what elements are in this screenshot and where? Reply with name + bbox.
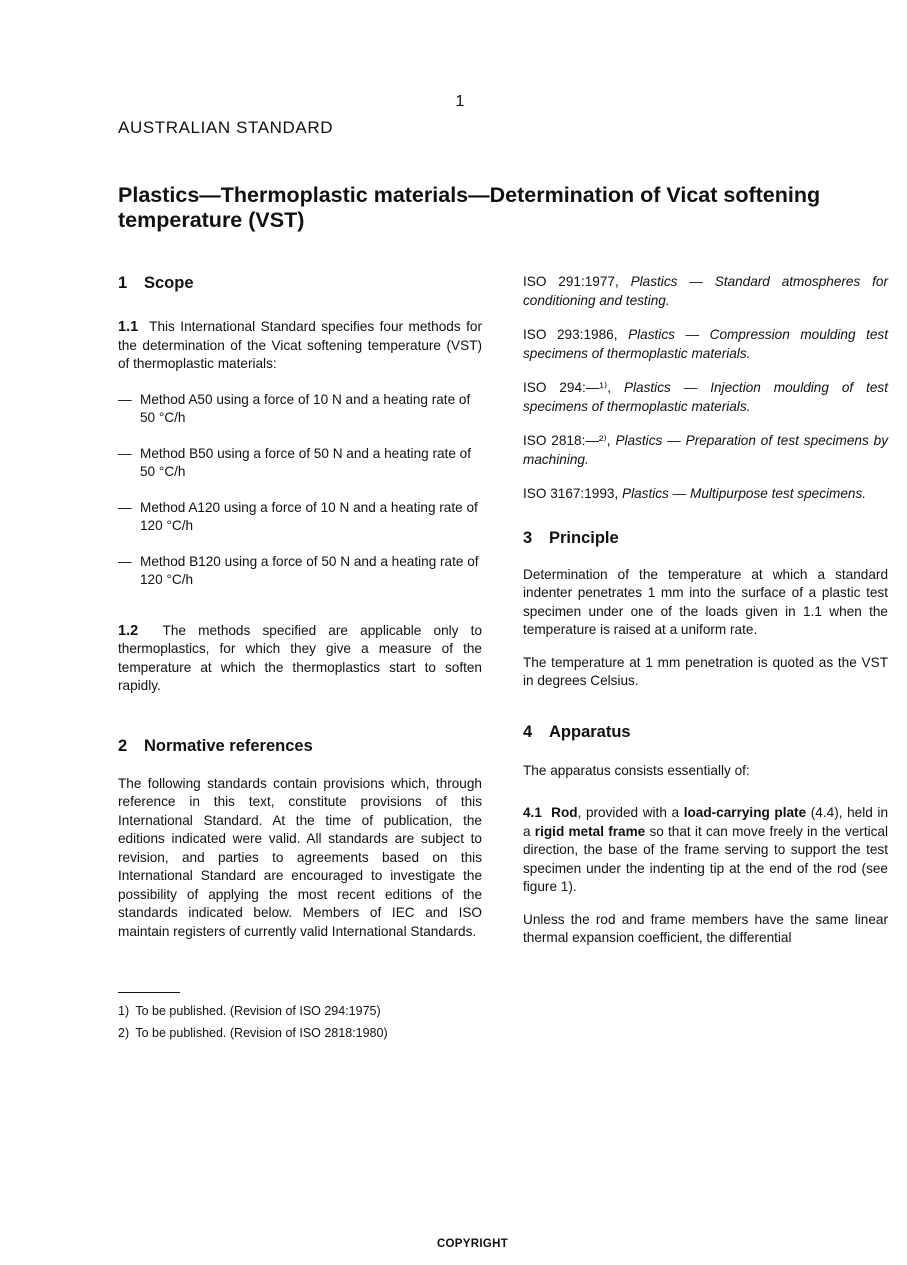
document-header: AUSTRALIAN STANDARD — [118, 118, 334, 137]
page-number: 1 — [455, 93, 465, 110]
reference-code: ISO 291:1977, — [523, 274, 619, 289]
section-heading-scope — [118, 273, 482, 293]
section-heading-principle — [523, 528, 888, 548]
footnote-rule — [118, 992, 180, 993]
principle-paragraph-2: The temperature at 1 mm penetration is quoted as the VST in degrees Celsius. — [523, 654, 888, 688]
section-title: Normative references — [144, 736, 313, 755]
clause-number: 1.2 — [118, 622, 139, 639]
reference-code: ISO 2818:—²⁾, — [523, 433, 611, 448]
clause-text: The methods specified are applicable only to thermoplastics, for which they give a measure of the temperature at which the thermoplastics start to soften rapidly. — [118, 622, 482, 693]
dash-mark: — — [118, 553, 132, 569]
reference-code: ISO 294:—¹⁾, — [523, 380, 612, 395]
reference-title: Plastics — Preparation of test specimens by machining. — [523, 433, 889, 467]
clause-text: so that it can move freely in the vertical direction, the base of the frame serving to support the test specimen under the indenting tip at the end of the rod (see figure 1). — [523, 823, 888, 894]
term-load-carrying-plate: load-carrying plate — [683, 805, 807, 820]
method-text: Method B50 using a force of 50 N and a heating rate of 50 °C/h — [140, 445, 472, 479]
dash-mark: — — [118, 391, 132, 407]
reference-code: ISO 3167:1993, — [523, 486, 619, 501]
section-title: Scope — [144, 274, 194, 292]
method-text: Method A50 using a force of 10 N and a heating rate of 50 °C/h — [140, 391, 471, 425]
section-title: Apparatus — [549, 722, 631, 741]
clause-text: This International Standard specifies four methods for the determination of the Vicat softening temperature (VST) of thermoplastic materials: — [118, 319, 482, 371]
principle-paragraph-1: Determination of the temperature at which a standard indenter penetrates 1 mm into the surface of a plastic test specimen under one of the loads given in 1.1 when the temperature is raised at a uniform rate. — [523, 566, 888, 637]
reference-title: Plastics — Standard atmospheres for conditioning and testing. — [523, 274, 888, 308]
reference-title: Plastics — Injection moulding of test specimens of thermoplastic materials. — [523, 380, 889, 414]
reference-title: Plastics — Multipurpose test specimens. — [622, 486, 867, 501]
dash-mark: — — [118, 499, 132, 515]
apparatus-intro: The apparatus consists essentially of: — [523, 762, 750, 778]
method-text: Method B120 using a force of 50 N and a heating rate of 120 °C/h — [140, 553, 479, 587]
apparatus-paragraph-2: Unless the rod and frame members have the same linear thermal expansion coefficient, the differential — [523, 911, 888, 945]
copyright-footer: COPYRIGHT — [436, 1238, 509, 1250]
scope-paragraph-1-1 — [118, 318, 482, 374]
section-number: 1 — [118, 274, 128, 292]
reference-entry — [523, 432, 888, 469]
section-heading-normative-references — [118, 736, 482, 756]
method-list-item — [118, 553, 482, 590]
term-rigid-metal-frame: rigid metal frame — [534, 823, 646, 839]
normative-references-paragraph: The following standards contain provisions which, through reference in this text, constitute provisions of this International Standard. At the time of publication, the editions indicated were valid. All standards are subject to revision, and parties to agreements based on this International Standard are encouraged to investigate the possibility of applying the most recent editions of the standards indicated below. Members of IEC and ISO maintain registers of currently valid International Standards. — [118, 775, 482, 939]
right-column — [523, 273, 888, 948]
apparatus-item-4-1 — [523, 804, 888, 897]
section-number: 2 — [118, 736, 128, 755]
reference-entry — [523, 273, 888, 310]
clause-text: , provided with a — [577, 805, 684, 820]
section-number: 4 — [523, 722, 533, 741]
clause-number: 1.1 — [118, 319, 139, 335]
method-list-item — [118, 499, 482, 536]
document-title: Plastics—Thermoplastic materials—Determination of Vicat softening temperature (VST) — [118, 183, 821, 232]
method-text: Method A120 using a force of 10 N and a heating rate of 120 °C/h — [140, 499, 478, 533]
dash-mark: — — [118, 445, 132, 461]
reference-entry — [523, 326, 888, 363]
left-column — [118, 273, 482, 941]
term-rod: Rod — [551, 805, 578, 820]
reference-code: ISO 293:1986, — [523, 327, 618, 342]
method-list-item — [118, 391, 482, 428]
reference-entry — [523, 485, 888, 504]
section-heading-apparatus — [523, 722, 888, 742]
clause-text: (4.4), held in a — [523, 805, 889, 839]
footnote-1: 1) To be published. (Revision of ISO 294:1975) — [118, 1004, 381, 1018]
reference-title: Plastics — Compression moulding test specimens of thermoplastic materials. — [523, 327, 889, 361]
method-list-item — [118, 445, 482, 482]
reference-entry — [523, 379, 888, 416]
footnote-2: 2) To be published. (Revision of ISO 2818:1980) — [118, 1026, 388, 1040]
section-title: Principle — [549, 528, 619, 547]
scope-paragraph-1-2 — [118, 622, 482, 696]
section-number: 3 — [523, 528, 533, 547]
clause-number: 4.1 — [523, 805, 542, 820]
